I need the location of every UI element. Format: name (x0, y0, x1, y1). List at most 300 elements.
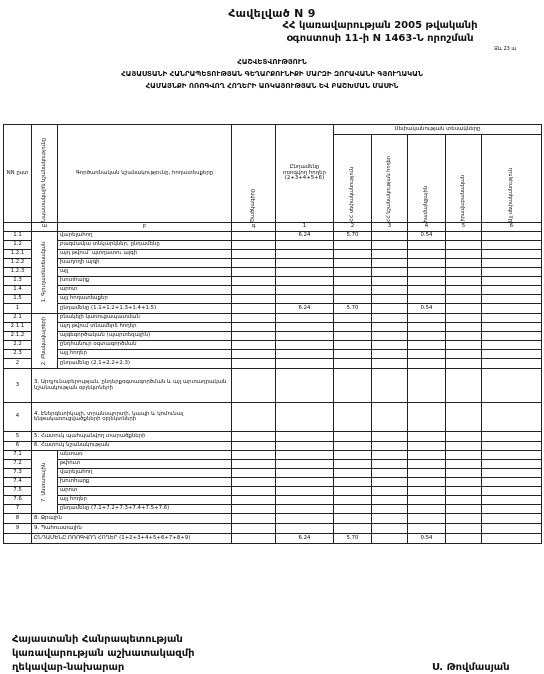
row-col-4 (446, 323, 482, 332)
row-name: ընդհանուր օգտագործման (58, 341, 232, 350)
row-number: 8 (4, 514, 32, 524)
row-col-1: 5.70 (334, 232, 372, 241)
table-row (4, 369, 542, 403)
row-code (232, 341, 276, 350)
row-col-2 (372, 460, 408, 469)
row-col-1 (334, 487, 372, 496)
row-col-3 (408, 432, 446, 442)
table-row (4, 314, 542, 323)
row-code (232, 259, 276, 268)
row-total (276, 460, 334, 469)
row-col-2 (372, 250, 408, 259)
row-code (232, 432, 276, 442)
row-code (232, 359, 276, 369)
row-col-1 (334, 451, 372, 460)
decree-line-2: օգոստոսի 11-ի N 1463-Ն որոշման (286, 33, 474, 44)
row-total (276, 359, 334, 369)
row-col-3 (408, 241, 446, 250)
row-total (276, 514, 334, 524)
row-total (276, 469, 334, 478)
row-col-2 (372, 451, 408, 460)
row-col-4 (446, 314, 482, 323)
table-row (4, 304, 542, 314)
row-code (232, 369, 276, 403)
row-total (276, 403, 334, 432)
row-col-1 (334, 350, 372, 359)
footer-line-1: Հայաստանի Հանրապետության (12, 634, 183, 645)
row-col-5 (482, 487, 542, 496)
row-col-1 (334, 250, 372, 259)
row-number: 4 (4, 403, 32, 432)
row-col-4 (446, 286, 482, 295)
row-col-5 (482, 350, 542, 359)
row-name: բնակելի կառուցապատման (58, 314, 232, 323)
row-col-4 (446, 341, 482, 350)
row-name: ընդամենը (2.1+2.2+2.3) (58, 359, 232, 369)
row-number: 7 (4, 505, 32, 514)
row-col-1 (334, 469, 372, 478)
row-col-3 (408, 469, 446, 478)
row-col-4 (446, 524, 482, 534)
header-ownership-group: Սեփականության տեսակները (334, 125, 542, 135)
row-col-1 (334, 496, 372, 505)
row-code (232, 403, 276, 432)
row-col-4 (446, 442, 482, 451)
row-name: այլ հողեր (58, 350, 232, 359)
row-col-2 (372, 369, 408, 403)
row-col-3 (408, 442, 446, 451)
row-col-5 (482, 478, 542, 487)
row-col-5 (482, 268, 542, 277)
row-number: 2.3 (4, 350, 32, 359)
row-code (232, 469, 276, 478)
table-row (4, 350, 542, 359)
row-name: այլ հողատեսքեր (58, 295, 232, 304)
row-number: 3 (4, 369, 32, 403)
row-col-2 (372, 304, 408, 314)
row-col-5 (482, 403, 542, 432)
row-code (232, 350, 276, 359)
row-col-3 (408, 295, 446, 304)
row-name: այգեգործական (պարտեզային) (58, 332, 232, 341)
header-col-5: Այլ սեփականություն (482, 135, 542, 223)
row-total (276, 496, 334, 505)
row-col-3 (408, 369, 446, 403)
row-col-2 (372, 323, 408, 332)
table-row (4, 432, 542, 442)
row-total (276, 442, 334, 451)
row-code (232, 277, 276, 286)
row-col-2 (372, 403, 408, 432)
row-col-3 (408, 250, 446, 259)
row-col-4 (446, 432, 482, 442)
report-subtitle-1: ՀԱՅԱՍՏԱՆԻ ՀԱՆՐԱՊԵՏՈՒԹՅԱՆ ԳԵՂԱՐՔՈՒՆԻՔԻ ՄԱՐԶԻ ԶՈՐԱՎԱՆԻ ԳՅՈՒՂԱԿԱՆ (121, 70, 423, 78)
row-name: այլ (58, 268, 232, 277)
row-number: 2 (4, 359, 32, 369)
row-col-1 (334, 277, 372, 286)
row-name: վարելահող (58, 469, 232, 478)
row-col-5 (482, 332, 542, 341)
row-name: արոտ (58, 487, 232, 496)
table-row (4, 505, 542, 514)
row-col-5 (482, 232, 542, 241)
row-col-3 (408, 268, 446, 277)
row-col-4 (446, 505, 482, 514)
report-subtitle-2: ՀԱՄԱՅՆՔԻ ՈՌՈԳՎՈՂ ՀՈՂԵՐԻ ԱՌԿԱՅՈՒԹՅԱՆ ԵՎ ԲԱՇԽՄԱՆ ՄԱՍԻՆ (145, 82, 399, 90)
row-code (232, 250, 276, 259)
row-name: 9. Պահուստային (32, 524, 232, 534)
row-code (232, 304, 276, 314)
table-row (4, 514, 542, 524)
row-col-2 (372, 487, 408, 496)
signature: Ս. Թովմասյան (432, 662, 510, 673)
row-total (276, 451, 334, 460)
row-col-1 (334, 432, 372, 442)
row-total (276, 295, 334, 304)
row-number: 1.4 (4, 286, 32, 295)
header-col-3: համայնքային (408, 135, 446, 223)
row-name: թփուտ (58, 460, 232, 469)
row-number: 1.2.3 (4, 268, 32, 277)
row-group-label: 2. Բնակավայրերի (32, 314, 58, 369)
row-col-5 (482, 250, 542, 259)
row-col-1 (334, 369, 372, 403)
row-col-3 (408, 478, 446, 487)
row-col-2 (372, 341, 408, 350)
row-number: 1.3 (4, 277, 32, 286)
row-col-3: 0.54 (408, 232, 446, 241)
row-group-label: 1. Գյուղատնտեսական (32, 232, 58, 314)
row-name: այլ հողեր (58, 496, 232, 505)
row-total (276, 277, 334, 286)
row-code (232, 295, 276, 304)
row-col-2 (372, 232, 408, 241)
row-name: 5. Հատուկ պահպանվող տարածքների (32, 432, 232, 442)
row-col-1: 5.70 (334, 534, 372, 544)
row-col-1 (334, 259, 372, 268)
row-col-5 (482, 442, 542, 451)
table-row (4, 478, 542, 487)
table-row (4, 268, 542, 277)
row-number: 1.5 (4, 295, 32, 304)
row-total (276, 314, 334, 323)
row-col-2 (372, 514, 408, 524)
table-row (4, 241, 542, 250)
row-col-2 (372, 469, 408, 478)
footer-line-2: կառավարության աշխատակազմի (12, 648, 195, 659)
form-code: Ձև 23 ա (494, 46, 517, 52)
row-total (276, 259, 334, 268)
row-name: 4. Էներգետիկայի, տրանսպորտի, կապի և կոմունալ ենթակառուցվածքների օբյեկտների (32, 403, 232, 432)
row-code (232, 505, 276, 514)
row-number: 5 (4, 432, 32, 442)
table-row (4, 323, 542, 332)
row-col-5 (482, 295, 542, 304)
row-col-5 (482, 460, 542, 469)
row-col-1 (334, 359, 372, 369)
row-col-5 (482, 286, 542, 295)
row-col-3: 0.54 (408, 534, 446, 544)
row-col-3 (408, 332, 446, 341)
row-col-5 (482, 323, 542, 332)
row-code (232, 487, 276, 496)
row-col-5 (482, 241, 542, 250)
row-col-3 (408, 341, 446, 350)
row-col-3 (408, 487, 446, 496)
row-name: բազմամյա տնկարկներ, ընդամենը (58, 241, 232, 250)
row-col-2 (372, 268, 408, 277)
row-col-2 (372, 505, 408, 514)
row-number: 9 (4, 524, 32, 534)
row-number: 1.2.2 (4, 259, 32, 268)
row-number: 7.1 (4, 451, 32, 460)
row-col-1 (334, 403, 372, 432)
row-total (276, 332, 334, 341)
row-col-3 (408, 286, 446, 295)
table-row (4, 277, 542, 286)
row-name: 8. Ջրային (32, 514, 232, 524)
row-col-3 (408, 514, 446, 524)
table-row (4, 534, 542, 544)
row-col-4 (446, 232, 482, 241)
row-col-2 (372, 496, 408, 505)
row-col-1: 5.70 (334, 304, 372, 314)
row-col-3 (408, 350, 446, 359)
row-total (276, 241, 334, 250)
table-row (4, 469, 542, 478)
row-total (276, 487, 334, 496)
row-col-3 (408, 277, 446, 286)
row-col-1 (334, 442, 372, 451)
row-col-5 (482, 277, 542, 286)
row-number: 7.4 (4, 478, 32, 487)
row-total (276, 250, 334, 259)
row-col-2 (372, 534, 408, 544)
decree-line-1: ՀՀ կառավարության 2005 թվականի (282, 20, 478, 31)
row-col-2 (372, 241, 408, 250)
row-name: այդ թվում՝ պտղատու այգի (58, 250, 232, 259)
row-code (232, 323, 276, 332)
row-total (276, 369, 334, 403)
row-col-2 (372, 350, 408, 359)
row-col-3 (408, 496, 446, 505)
header-col-1: ՀՀ սեփականություն (334, 135, 372, 223)
table-row (4, 341, 542, 350)
row-total (276, 524, 334, 534)
row-name: խաղողի այգի (58, 259, 232, 268)
row-name: խոտհարք (58, 277, 232, 286)
row-col-1 (334, 524, 372, 534)
row-code (232, 514, 276, 524)
row-col-4 (446, 268, 482, 277)
row-col-4 (446, 460, 482, 469)
row-name: 3. Արդյունաբերության, ընդերքօգտագործման և այլ արտադրական նշանակության օբյեկտների (32, 369, 232, 403)
row-col-1 (334, 514, 372, 524)
row-col-4 (446, 277, 482, 286)
row-code (232, 232, 276, 241)
table-row (4, 524, 542, 534)
table-row (4, 259, 542, 268)
row-number: 2.1.1 (4, 323, 32, 332)
land-report-table (3, 124, 542, 544)
row-col-3 (408, 505, 446, 514)
report-title: ՀԱՇՎԵՏՎՈՒԹՅՈՒՆ (237, 58, 307, 66)
table-row (4, 442, 542, 451)
row-col-4 (446, 451, 482, 460)
row-number: 2.1.2 (4, 332, 32, 341)
row-total (276, 286, 334, 295)
row-col-1 (334, 341, 372, 350)
row-col-4 (446, 478, 482, 487)
row-col-4 (446, 469, 482, 478)
row-col-3 (408, 460, 446, 469)
row-col-3 (408, 323, 446, 332)
row-number: 2.1 (4, 314, 32, 323)
row-col-4 (446, 350, 482, 359)
row-col-3: 0.54 (408, 304, 446, 314)
row-col-2 (372, 277, 408, 286)
row-col-2 (372, 524, 408, 534)
row-number: 2.2 (4, 341, 32, 350)
row-col-5 (482, 469, 542, 478)
row-col-4 (446, 514, 482, 524)
row-number: 7.5 (4, 487, 32, 496)
row-number (4, 534, 32, 544)
row-col-1 (334, 295, 372, 304)
header-name: Գործառնական նշանակությունը, հողատեսքերը (58, 125, 232, 223)
row-col-2 (372, 286, 408, 295)
header-col-4: իրավաբանական (446, 135, 482, 223)
header-nn: NN ըստ (4, 125, 32, 223)
row-col-2 (372, 332, 408, 341)
row-col-4 (446, 496, 482, 505)
row-col-5 (482, 514, 542, 524)
row-name: ԸՆԴԱՄԵՆԸ ՈՌՈԳՎՈՂ ՀՈՂԵՐ (1+2+3+4+5+6+7+8+9) (32, 534, 232, 544)
row-col-5 (482, 534, 542, 544)
row-col-1 (334, 460, 372, 469)
row-col-1 (334, 286, 372, 295)
table-row (4, 250, 542, 259)
row-col-5 (482, 304, 542, 314)
row-col-2 (372, 432, 408, 442)
row-group-label: 7. Անտառային (32, 451, 58, 514)
row-number: 7.2 (4, 460, 32, 469)
row-col-2 (372, 478, 408, 487)
row-col-5 (482, 259, 542, 268)
header-code: Ծածկագիրը (232, 125, 276, 223)
row-col-5 (482, 451, 542, 460)
table-row (4, 460, 542, 469)
row-number: 1.1 (4, 232, 32, 241)
row-code (232, 314, 276, 323)
row-col-4 (446, 241, 482, 250)
row-col-2 (372, 295, 408, 304)
row-number: 1 (4, 304, 32, 314)
row-total (276, 323, 334, 332)
row-name: խոտհարք (58, 478, 232, 487)
row-col-5 (482, 496, 542, 505)
header-group: Նպատակային նշանակությունը (32, 125, 58, 223)
row-col-2 (372, 259, 408, 268)
row-col-1 (334, 314, 372, 323)
row-total (276, 350, 334, 359)
row-name: անտառ (58, 451, 232, 460)
row-total (276, 341, 334, 350)
row-col-5 (482, 524, 542, 534)
row-col-5 (482, 341, 542, 350)
row-col-5 (482, 369, 542, 403)
row-code (232, 332, 276, 341)
row-col-4 (446, 304, 482, 314)
table-row (4, 496, 542, 505)
row-code (232, 286, 276, 295)
row-col-1 (334, 241, 372, 250)
row-col-4 (446, 250, 482, 259)
row-col-1 (334, 505, 372, 514)
row-col-3 (408, 259, 446, 268)
row-col-5 (482, 314, 542, 323)
row-number: 7.6 (4, 496, 32, 505)
row-col-1 (334, 323, 372, 332)
row-number: 7.3 (4, 469, 32, 478)
row-name: արոտ (58, 286, 232, 295)
row-col-1 (334, 478, 372, 487)
row-col-4 (446, 259, 482, 268)
table-row (4, 451, 542, 460)
header-col-2: ՀՀ նշանակության հողեր (372, 135, 408, 223)
row-total: 6.24 (276, 534, 334, 544)
row-col-1 (334, 332, 372, 341)
row-col-4 (446, 359, 482, 369)
row-code (232, 268, 276, 277)
row-col-4 (446, 332, 482, 341)
table-row (4, 332, 542, 341)
row-name: ընդամենը (1.1+1.2+1.3+1.4+1.5) (58, 304, 232, 314)
row-total: 6.24 (276, 232, 334, 241)
row-total (276, 505, 334, 514)
row-col-4 (446, 369, 482, 403)
row-col-5 (482, 359, 542, 369)
row-col-2 (372, 314, 408, 323)
row-total (276, 478, 334, 487)
row-number: 6 (4, 442, 32, 451)
row-name: այդ թվում տնամերձ հողեր (58, 323, 232, 332)
row-col-1 (334, 268, 372, 277)
row-col-5 (482, 432, 542, 442)
row-code (232, 524, 276, 534)
row-col-3 (408, 451, 446, 460)
row-col-3 (408, 314, 446, 323)
row-code (232, 534, 276, 544)
index-row: ա բ գ 1 2 3 4 5 6 (4, 223, 542, 232)
row-code (232, 496, 276, 505)
table-row (4, 487, 542, 496)
row-col-2 (372, 442, 408, 451)
row-code (232, 478, 276, 487)
row-code (232, 241, 276, 250)
row-col-4 (446, 534, 482, 544)
table-row (4, 295, 542, 304)
row-number: 1.2 (4, 241, 32, 250)
row-number: 1.2.1 (4, 250, 32, 259)
row-name: 6. Հատուկ նշանակության (32, 442, 232, 451)
row-col-4 (446, 403, 482, 432)
row-col-5 (482, 505, 542, 514)
row-name: ընդամենը (7.1+7.2+7.3+7.4+7.5+7.6) (58, 505, 232, 514)
header-total: Ընդամենը ոռոգվող հողեր (2+3+4+5+6) (276, 125, 334, 223)
row-col-3 (408, 359, 446, 369)
footer-line-3: ղեկավար-նախարար (12, 662, 125, 673)
